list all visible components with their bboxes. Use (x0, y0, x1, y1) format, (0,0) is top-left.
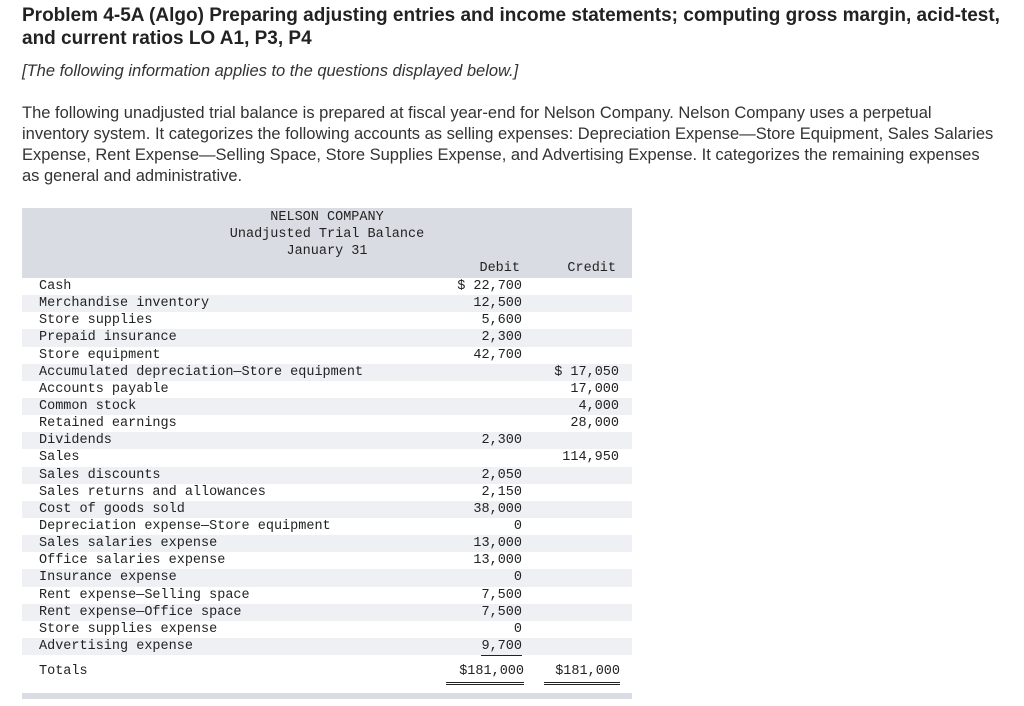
credit-amount: 114,950 (562, 450, 619, 466)
debit-amount (440, 329, 522, 346)
debit-amount (440, 347, 522, 364)
account-name: Depreciation expense—Store equipment (39, 518, 331, 534)
debit-amount (440, 604, 522, 621)
problem-title: Problem 4-5A (Algo) Preparing adjusting entries and income statements; computing gross margin, acid-test, and current ratios LO A1, P3, P4 (22, 5, 1000, 49)
debit-value: 7,500 (481, 587, 522, 603)
debit-value: 0 (513, 570, 522, 586)
account-name: Sales discounts (39, 467, 161, 483)
totals-label: Totals (39, 664, 88, 679)
debit-value: $ 22,700 (457, 279, 522, 294)
table-row (22, 501, 632, 518)
table-row (22, 295, 632, 312)
debit-column-header: Debit (479, 261, 520, 276)
table-row (22, 467, 632, 484)
account-name: Sales returns and allowances (39, 484, 266, 500)
debit-value: 2,300 (481, 433, 522, 449)
account-name: Insurance expense (39, 570, 177, 586)
debit-amount (440, 518, 522, 535)
debit-amount (440, 501, 522, 518)
table-row (22, 484, 632, 501)
account-name: Common stock (39, 398, 137, 414)
table-row (22, 518, 632, 535)
account-name: Advertising expense (39, 638, 193, 654)
table-row (22, 569, 632, 586)
account-name: Rent expense—Selling space (39, 587, 250, 603)
trial-balance-rows (22, 278, 632, 655)
table-row (22, 278, 632, 295)
debit-value: 9,700 (481, 638, 522, 654)
account-name: Dividends (39, 433, 112, 449)
table-row (22, 364, 632, 381)
credit-amount: 4,000 (578, 398, 619, 414)
debit-value: 5,600 (481, 313, 522, 329)
table-row (22, 535, 632, 552)
table-row (22, 432, 632, 449)
totals-credit: $181,000 (544, 662, 620, 685)
credit-amount: 28,000 (570, 416, 619, 432)
debit-amount (440, 484, 522, 501)
debit-amount (440, 638, 522, 655)
debit-amount (440, 295, 522, 312)
account-name: Sales salaries expense (39, 536, 218, 552)
account-name: Merchandise inventory (39, 296, 210, 312)
debit-value: 2,150 (481, 484, 522, 500)
debit-value: 2,300 (481, 330, 522, 346)
trial-balance-table (22, 208, 632, 699)
account-name: Accounts payable (39, 381, 169, 397)
table-row (22, 552, 632, 569)
debit-value: 0 (513, 518, 522, 534)
table-row (22, 449, 632, 466)
debit-value: 7,500 (481, 604, 522, 620)
account-name: Accumulated depreciation—Store equipment (39, 364, 364, 380)
debit-value: 42,700 (473, 347, 522, 363)
table-row (22, 347, 632, 364)
table-row (22, 587, 632, 604)
table-row (22, 398, 632, 415)
debit-amount (440, 569, 522, 586)
debit-amount (440, 312, 522, 329)
debit-amount (440, 621, 522, 638)
account-name: Retained earnings (39, 416, 177, 432)
table-row (22, 604, 632, 621)
table-row (22, 329, 632, 346)
statement-name: Unadjusted Trial Balance (229, 227, 425, 242)
statement-heading (172, 209, 482, 260)
table-row (22, 381, 632, 398)
table-row (22, 312, 632, 329)
table-row (22, 638, 632, 655)
credit-column-header: Credit (567, 261, 616, 276)
debit-value: 38,000 (473, 501, 522, 517)
account-name: Office salaries expense (39, 553, 226, 569)
debit-amount (440, 552, 522, 569)
account-name: Prepaid insurance (39, 330, 177, 346)
problem-note: [The following information applies to the questions displayed below.] (22, 62, 519, 80)
statement-date: January 31 (286, 244, 368, 259)
account-name: Sales (39, 450, 80, 466)
trial-balance-header (22, 208, 632, 278)
table-row (22, 621, 632, 638)
account-name: Rent expense—Office space (39, 604, 242, 620)
credit-amount: 17,000 (570, 381, 619, 397)
debit-value: 13,000 (473, 553, 522, 569)
totals-row (22, 660, 632, 684)
debit-value: 12,500 (473, 296, 522, 312)
debit-amount (440, 467, 522, 484)
totals-debit: $181,000 (446, 662, 524, 685)
account-name: Cost of goods sold (39, 501, 185, 517)
account-name: Store supplies (39, 313, 153, 329)
debit-value: 0 (513, 621, 522, 637)
credit-amount: $ 17,050 (554, 364, 619, 380)
table-row (22, 415, 632, 432)
debit-amount (440, 587, 522, 604)
problem-intro: The following unadjusted trial balance is prepared at fiscal year-end for Nelson Company. Nelson Company uses a perpetual inventory system. It categorizes the following accounts as selling expenses: Depreciation Expense—Store Equipment, Sales Salaries Expense, Rent Expense—Selling Space, Store Supplies Expense, and Advertising Expense. It categorizes the remaining expenses as general and administrative. (22, 104, 994, 185)
company-name: NELSON COMPANY (270, 210, 384, 225)
account-name: Store equipment (39, 347, 161, 363)
account-name: Cash (39, 279, 72, 294)
debit-amount (440, 535, 522, 552)
account-name: Store supplies expense (39, 621, 218, 637)
debit-amount (440, 278, 522, 295)
debit-value: 13,000 (473, 536, 522, 552)
table-bottom-bar (22, 693, 632, 699)
debit-amount (440, 432, 522, 449)
debit-value: 2,050 (481, 467, 522, 483)
